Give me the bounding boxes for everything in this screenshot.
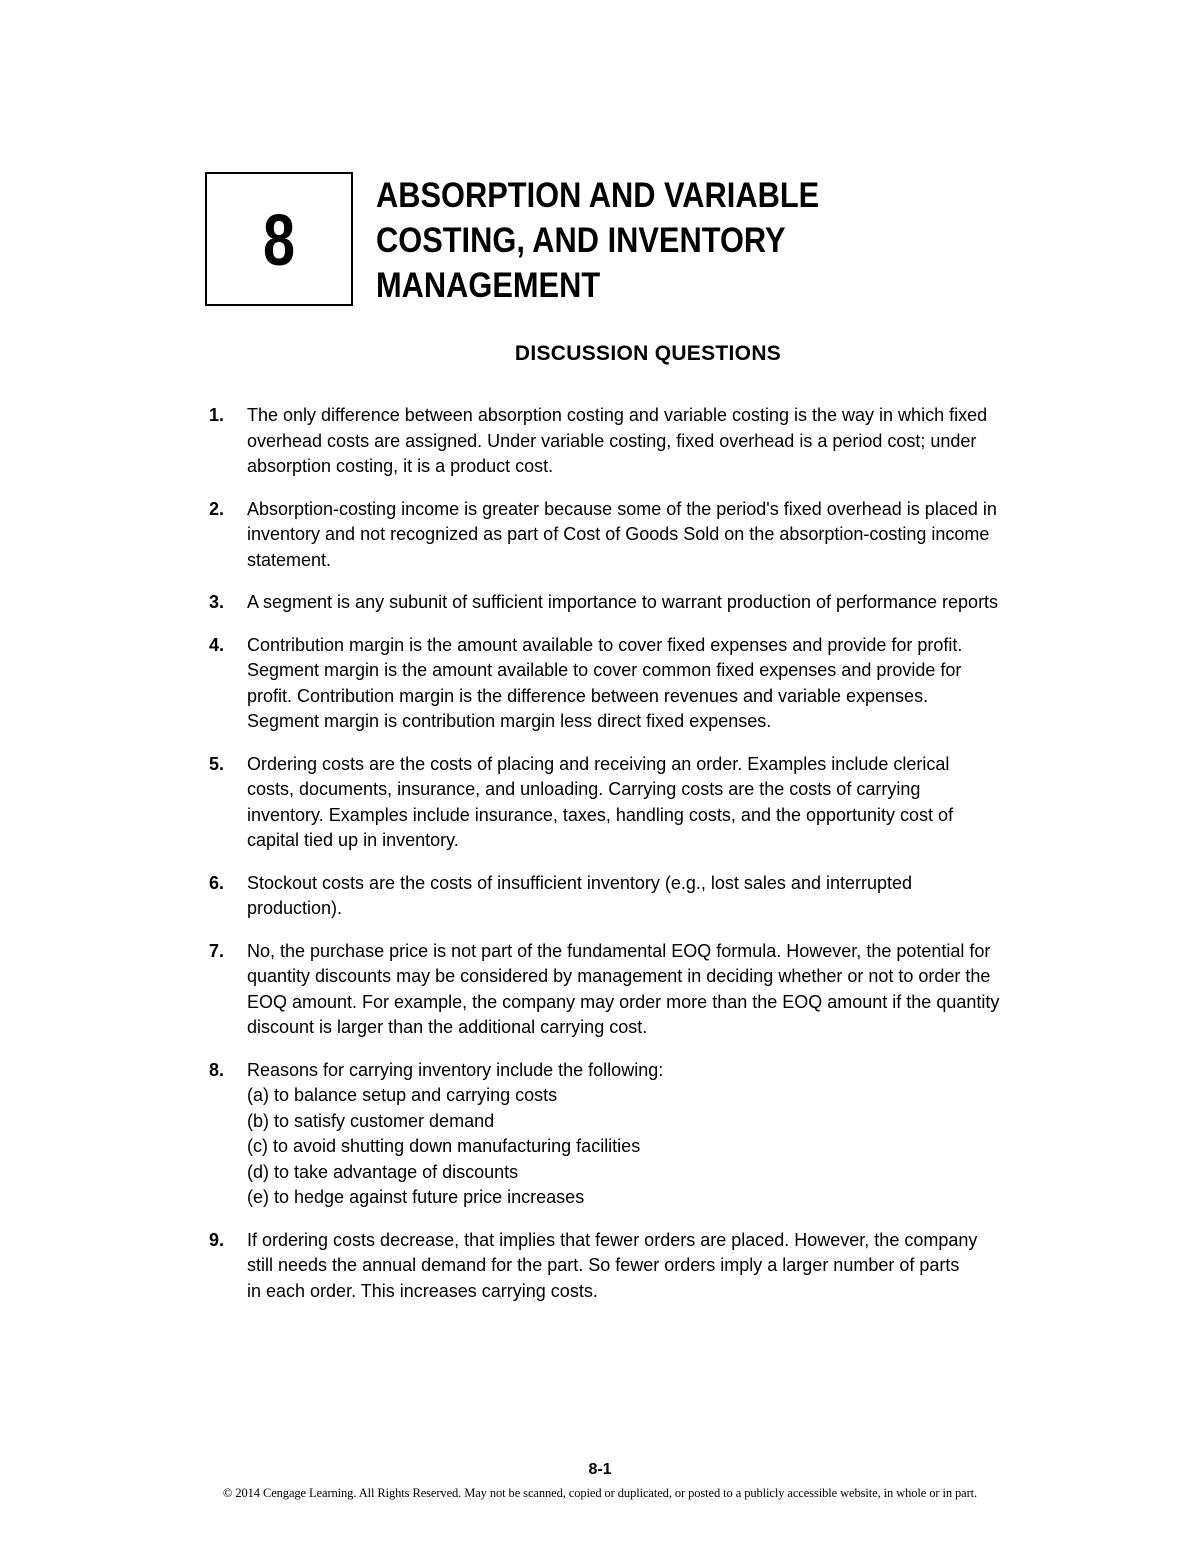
question-line: (b) to satisfy customer demand: [247, 1110, 495, 1131]
question-line: Ordering costs are the costs of placing and receiving an order. Examples include clerical: [247, 753, 950, 774]
page-number: 8-1: [588, 1461, 612, 1478]
copyright-notice: © 2014 Cengage Learning. All Rights Reserved. May not be scanned, copied or duplicated, or posted to a publicly accessible website, in whole or in part.: [222, 1486, 978, 1500]
question-item: [209, 633, 1109, 735]
question-line: EOQ amount. For example, the company may order more than the EOQ amount if the quantity: [247, 991, 1000, 1012]
chapter-title-line: MANAGEMENT: [376, 266, 601, 305]
question-line: Reasons for carrying inventory include the following:: [247, 1059, 664, 1080]
question-line: (e) to hedge against future price increases: [247, 1187, 585, 1207]
question-line: production).: [247, 898, 343, 918]
question-list: [209, 403, 1109, 1321]
question-number: 1.: [209, 405, 225, 425]
question-text: [247, 752, 1109, 854]
question-item: [209, 1228, 1109, 1305]
chapter-number-box: [205, 172, 353, 306]
question-number: 3.: [209, 592, 225, 612]
question-number: 9.: [209, 1229, 225, 1250]
question-item: [209, 590, 1109, 616]
question-number: 6.: [209, 872, 225, 893]
question-number: 2.: [209, 498, 225, 519]
question-line: still needs the annual demand for the part. So fewer orders imply a larger number of parts: [247, 1255, 960, 1275]
question-line: (d) to take advantage of discounts: [247, 1161, 519, 1182]
question-line: inventory and not recognized as part of Cost of Goods Sold on the absorption-costing income: [247, 524, 990, 544]
question-line: If ordering costs decrease, that implies that fewer orders are placed. However, the company: [247, 1229, 978, 1250]
question-text: [247, 497, 1109, 574]
question-line: capital tied up in inventory.: [247, 830, 459, 850]
chapter-title: [376, 173, 869, 308]
question-number: 7.: [209, 940, 225, 961]
question-line: A segment is any subunit of sufficient importance to warrant production of performance reports: [247, 592, 999, 612]
chapter-title-line: ABSORPTION AND VARIABLE: [376, 176, 820, 215]
question-line: No, the purchase price is not part of the fundamental EOQ formula. However, the potential for: [247, 940, 991, 961]
question-item: [209, 1058, 1109, 1211]
question-line: (a) to balance setup and carrying costs: [247, 1085, 558, 1105]
question-line: costs, documents, insurance, and unloading. Carrying costs are the costs of carrying: [247, 779, 921, 799]
question-text: [247, 403, 1109, 480]
question-item: [209, 497, 1109, 574]
question-line: overhead costs are assigned. Under variable costing, fixed overhead is a period cost; under: [247, 430, 977, 451]
question-item: [209, 403, 1109, 480]
question-text: [247, 871, 1109, 922]
question-line: in each order. This increases carrying costs.: [247, 1280, 598, 1301]
question-number: 4.: [209, 634, 225, 655]
question-item: [209, 871, 1109, 922]
question-line: discount is larger than the additional carrying cost.: [247, 1017, 648, 1037]
question-text: [247, 633, 1109, 735]
question-text: [247, 1058, 1109, 1211]
question-text: [247, 590, 1109, 616]
question-line: Contribution margin is the amount available to cover fixed expenses and provide for profit.: [247, 634, 963, 655]
question-line: profit. Contribution margin is the difference between revenues and variable expenses.: [247, 685, 929, 706]
question-item: [209, 752, 1109, 854]
chapter-number: 8: [262, 201, 296, 281]
question-text: [247, 939, 1109, 1041]
chapter-title-line: COSTING, AND INVENTORY: [376, 221, 786, 260]
question-line: Segment margin is the amount available to cover common fixed expenses and provide for: [247, 660, 962, 680]
question-line: Segment margin is contribution margin less direct fixed expenses.: [247, 711, 772, 731]
question-item: [209, 939, 1109, 1041]
question-line: inventory. Examples include insurance, taxes, handling costs, and the opportunity cost of: [247, 804, 954, 825]
question-line: quantity discounts may be considered by management in deciding whether or not to order the: [247, 966, 991, 986]
question-line: Stockout costs are the costs of insufficient inventory (e.g., lost sales and interrupted: [247, 872, 913, 893]
question-line: Absorption-costing income is greater because some of the period's fixed overhead is placed in: [247, 498, 997, 519]
question-line: (c) to avoid shutting down manufacturing facilities: [247, 1136, 641, 1156]
question-number: 5.: [209, 753, 225, 774]
question-number: 8.: [209, 1059, 225, 1080]
question-text: [247, 1228, 1109, 1305]
section-heading: DISCUSSION QUESTIONS: [514, 342, 782, 365]
question-line: absorption costing, it is a product cost.: [247, 456, 554, 476]
question-line: The only difference between absorption costing and variable costing is the way in which fixed: [247, 405, 988, 425]
question-line: statement.: [247, 549, 332, 570]
